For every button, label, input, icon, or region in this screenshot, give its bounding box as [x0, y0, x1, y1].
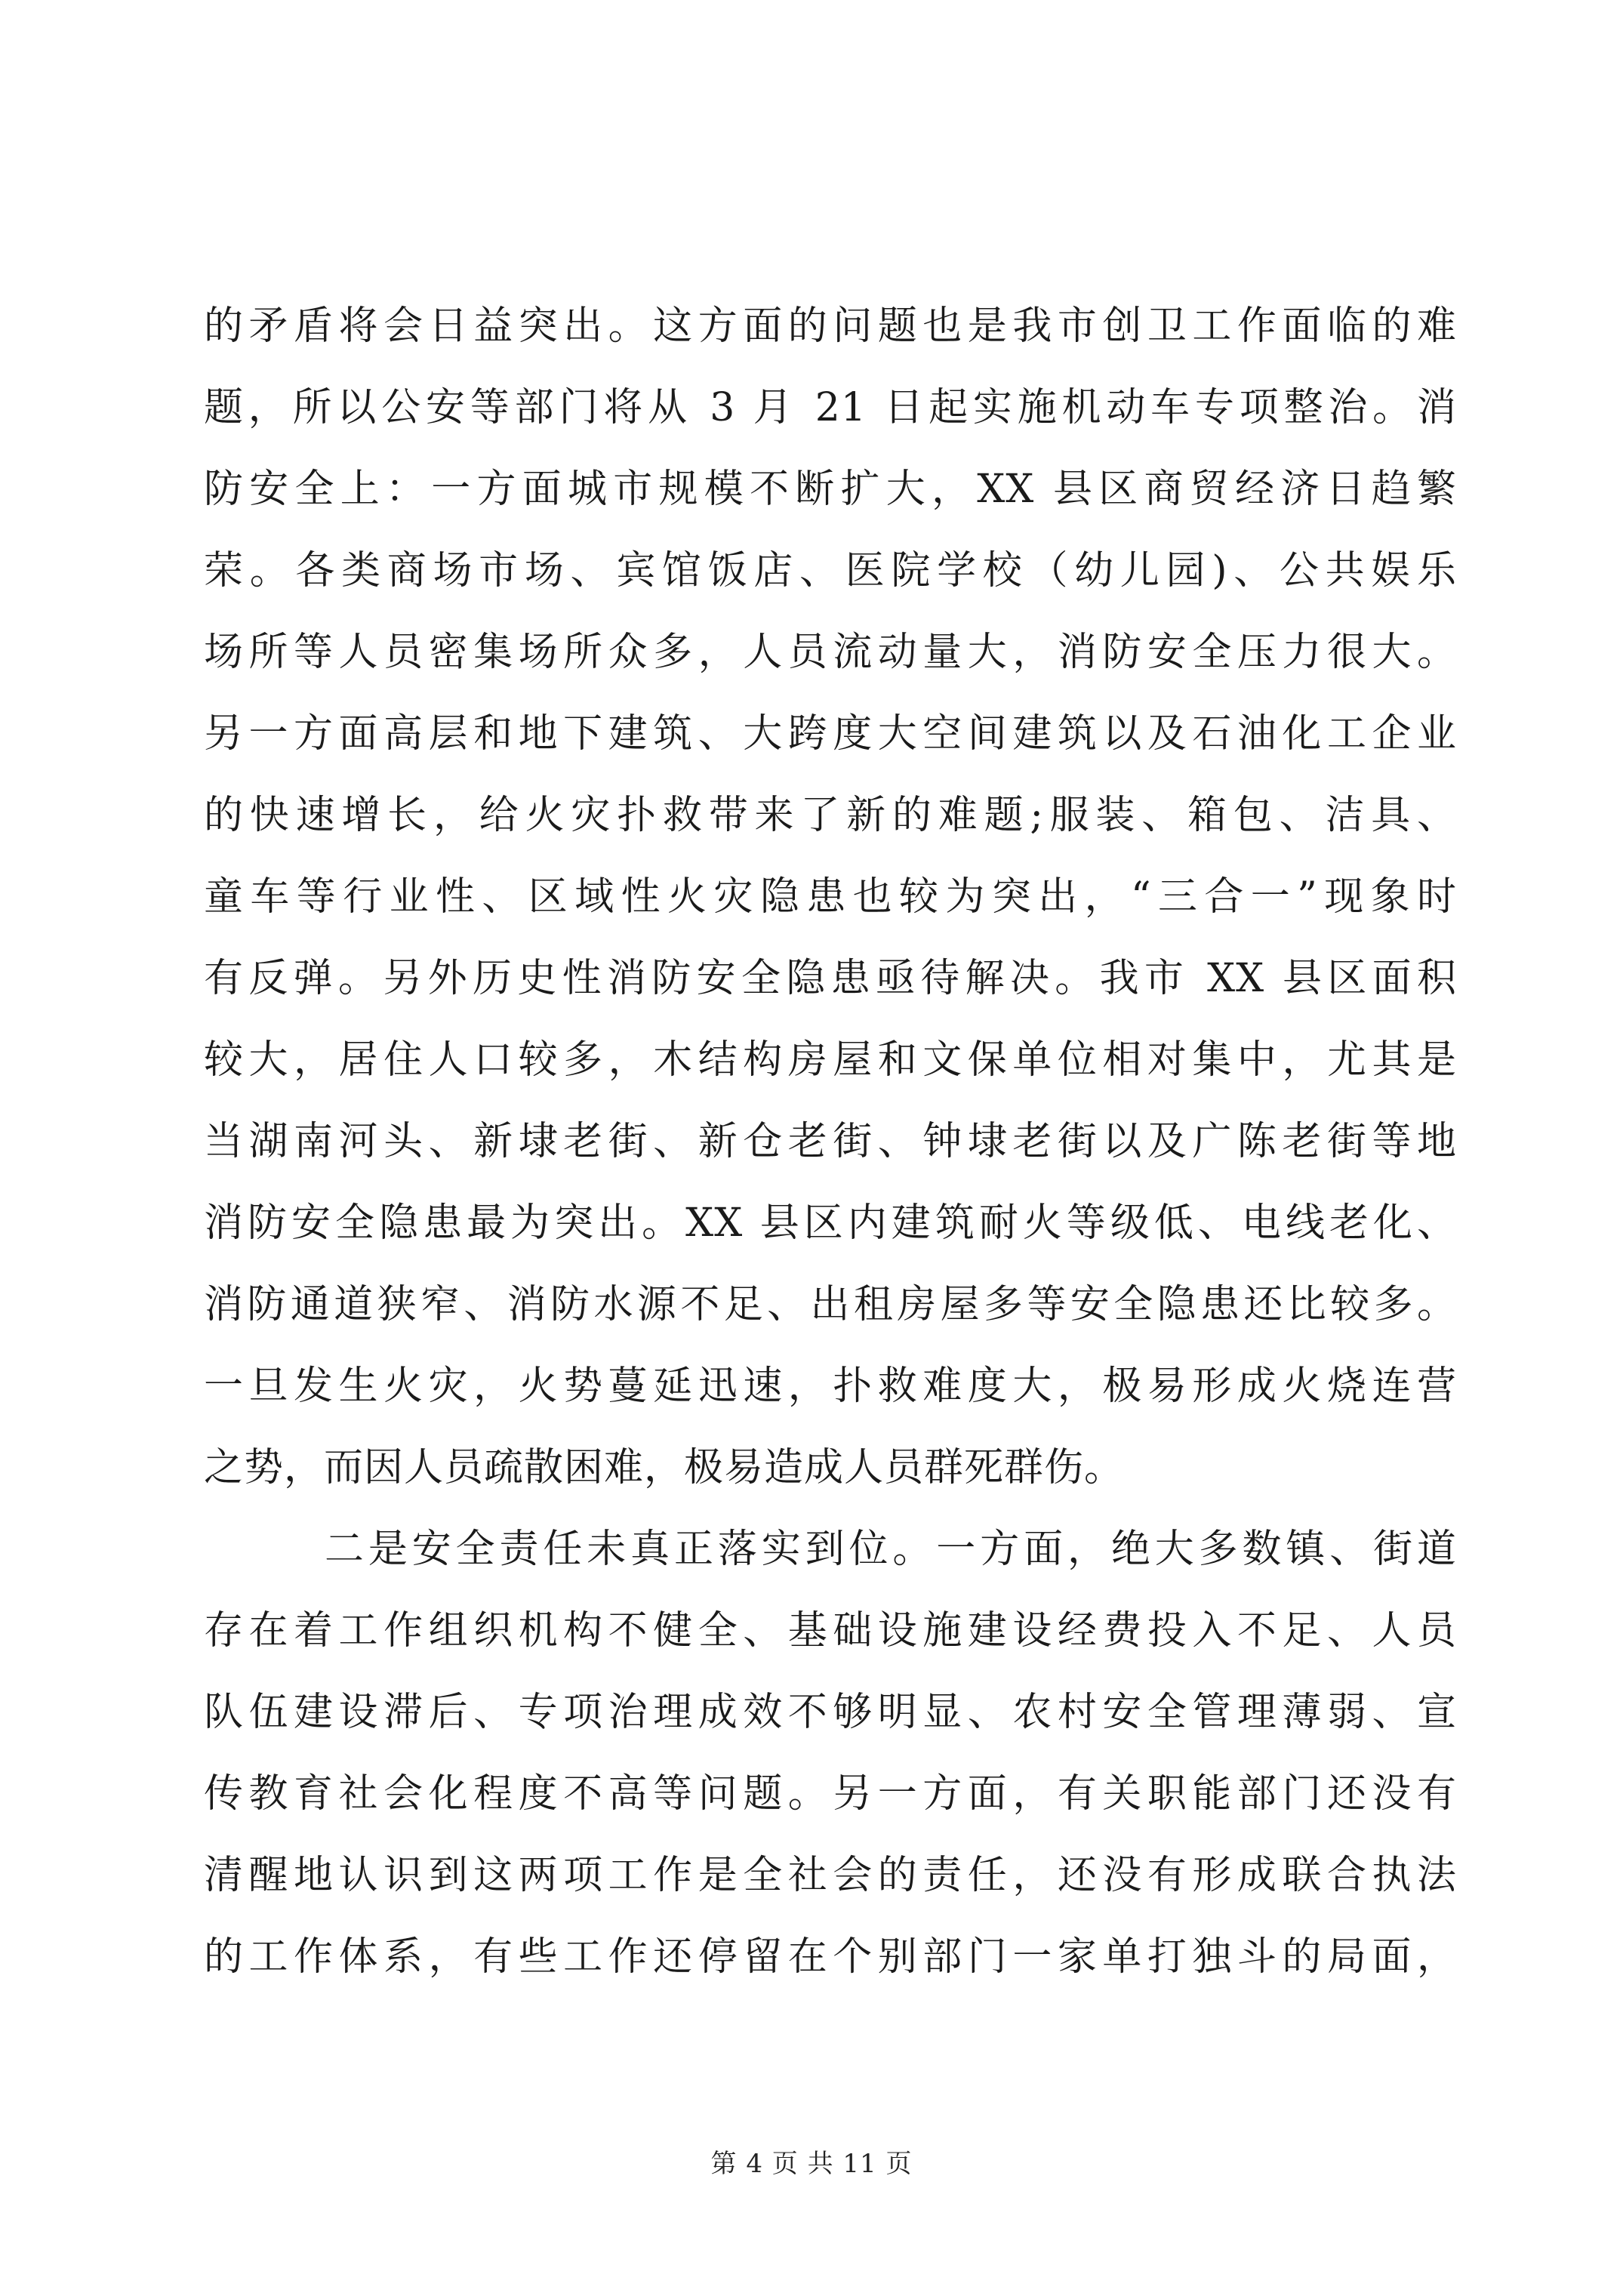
- text-line: 之势，而因人员疏散困难，极易造成人员群死群伤。: [204, 1445, 1125, 1490]
- text-line: 题，所以公安等部门将从 3 月 21 日起实施机动车专项整治。消: [204, 385, 1457, 430]
- text-line: 消防通道狭窄、消防水源不足、出租房屋多等安全隐患还比较多。: [204, 1282, 1457, 1327]
- text-line: 场所等人员密集场所众多，人员流动量大，消防安全压力很大。: [204, 630, 1457, 675]
- text-line: 荣。各类商场市场、宾馆饭店、医院学校（幼儿园)、公共娱乐: [204, 548, 1457, 593]
- text-line: 存在着工作组织机构不健全、基础设施建设经费投入不足、人员: [204, 1608, 1457, 1653]
- text-line: 当湖南河头、新埭老街、新仓老街、钟埭老街以及广陈老街等地: [204, 1119, 1457, 1164]
- text-line: 有反弹。另外历史性消防安全隐患亟待解决。我市 XX 县区面积: [204, 956, 1457, 1001]
- document-body: [204, 285, 1457, 1998]
- text-line: 防安全上：一方面城市规模不断扩大，XX 县区商贸经济日趋繁: [204, 467, 1457, 512]
- text-line: 一旦发生火灾，火势蔓延迅速，扑救难度大，极易形成火烧连营: [204, 1364, 1457, 1409]
- paragraph-2: [204, 1509, 1457, 1998]
- paragraph-1: [204, 285, 1457, 1509]
- page-number-footer: 第 4 页 共 11 页: [710, 2149, 913, 2179]
- text-line: 二是安全责任未真正落实到位。一方面，绝大多数镇、街道: [325, 1527, 1457, 1572]
- text-line: 消防安全隐患最为突出。XX 县区内建筑耐火等级低、电线老化、: [204, 1200, 1457, 1246]
- text-line: 的工作体系，有些工作还停留在个别部门一家单打独斗的局面，: [204, 1934, 1457, 1980]
- text-line: 童车等行业性、区域性火灾隐患也较为突出，“三合一”现象时: [204, 874, 1457, 920]
- text-line: 另一方面高层和地下建筑、大跨度大空间建筑以及石油化工企业: [204, 711, 1457, 757]
- text-line: 的快速增长，给火灾扑救带来了新的难题;服装、箱包、洁具、: [204, 793, 1457, 838]
- text-line: 清醒地认识到这两项工作是全社会的责任，还没有形成联合执法: [204, 1853, 1457, 1898]
- text-line: 较大，居住人口较多，木结构房屋和文保单位相对集中，尤其是: [204, 1037, 1457, 1083]
- text-line: 传教育社会化程度不高等问题。另一方面，有关职能部门还没有: [204, 1771, 1457, 1817]
- text-line: 的矛盾将会日益突出。这方面的问题也是我市创卫工作面临的难: [204, 304, 1457, 349]
- text-line: 队伍建设滞后、专项治理成效不够明显、农村安全管理薄弱、宣: [204, 1690, 1457, 1735]
